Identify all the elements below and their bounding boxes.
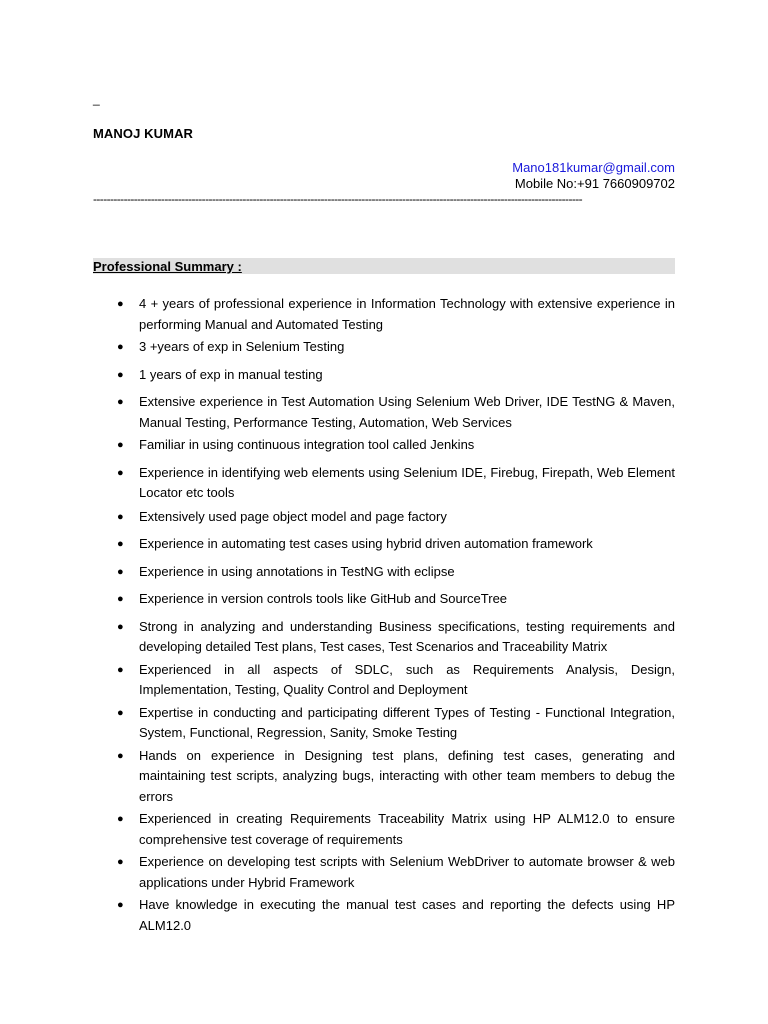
list-item [93, 534, 675, 555]
list-item-text: Hands on experience in Designing test plans, defining test cases, generating and maintaining test scripts, analyzing bugs, interacting with other team members to debug the errors [139, 747, 675, 804]
list-item [93, 365, 675, 386]
list-item-text: Experience in version controls tools like GitHub and SourceTree [139, 591, 508, 606]
list-item [93, 809, 675, 850]
bullet-icon: ● [117, 538, 124, 550]
bullet-icon: ● [117, 439, 124, 451]
list-item [93, 895, 675, 936]
bullet-icon: ● [117, 298, 124, 310]
bullet-icon: ● [117, 396, 124, 408]
bullet-icon: ● [117, 813, 124, 825]
header-mark: _ [93, 92, 100, 106]
bullet-icon: ● [117, 856, 124, 868]
list-item-text: Experienced in creating Requirements Traceability Matrix using HP ALM12.0 to ensure comprehensive test coverage of requirements [139, 811, 675, 847]
list-item-text: 1 years of exp in manual testing [139, 366, 323, 382]
list-item [93, 507, 675, 528]
list-item-text: Experience in identifying web elements using Selenium IDE, Firebug, Firepath, Web Element Locator etc tools [139, 464, 675, 500]
email-link[interactable]: Mano181kumar@gmail.com [512, 160, 675, 175]
list-item-text: 3 +years of exp in Selenium Testing [139, 339, 345, 354]
list-item-text: Experience in using annotations in TestNG with eclipse [139, 563, 455, 579]
contact-block [512, 160, 675, 192]
list-item [93, 589, 675, 610]
summary-list [93, 294, 675, 936]
list-item [93, 660, 675, 701]
list-item [93, 746, 675, 808]
list-item [93, 337, 675, 358]
list-item-text: Strong in analyzing and understanding Business specifications, testing requirements and developing detailed Test plans, Test cases, Test Scenarios and Traceability Matrix [139, 618, 675, 654]
list-item [93, 703, 675, 744]
list-item-text: Familiar in using continuous integration tool called Jenkins [139, 437, 475, 452]
bullet-icon: ● [117, 368, 124, 381]
list-item [93, 617, 675, 658]
list-item [93, 392, 675, 433]
list-item [93, 562, 675, 583]
list-item-text: 4 + years of professional experience in Information Technology with extensive experience in performing Manual and Automated Testing [139, 296, 675, 332]
bullet-icon: ● [117, 466, 124, 479]
section-header-professional-summary [93, 258, 675, 274]
section-title: Professional Summary : [93, 259, 242, 274]
list-item-text: Experience in automating test cases using hybrid driven automation framework [139, 536, 593, 551]
bullet-icon: ● [117, 510, 124, 523]
list-item-text: Extensively used page object model and page factory [139, 508, 447, 524]
list-item-text: Have knowledge in executing the manual test cases and reporting the defects using HP ALM12.0 [139, 897, 675, 933]
bullet-icon: ● [117, 620, 124, 633]
bullet-icon: ● [117, 565, 124, 578]
bullet-icon: ● [117, 899, 124, 911]
bullet-icon: ● [117, 706, 124, 719]
bullet-icon: ● [117, 593, 124, 605]
list-item [93, 294, 675, 335]
bullet-icon: ● [117, 341, 124, 353]
list-item [93, 463, 675, 504]
candidate-name: MANOJ KUMAR [93, 126, 194, 141]
list-item-text: Experience on developing test scripts with Selenium WebDriver to automate browser & web applications under Hybrid Framework [139, 854, 675, 890]
mobile-number: Mobile No:+91 7660909702 [514, 176, 675, 191]
list-item [93, 435, 675, 456]
list-item-text: Extensive experience in Test Automation Using Selenium Web Driver, IDE TestNG & Maven, Manual Testing, Performance Testing, Automation, Web Services [139, 394, 675, 430]
list-item [93, 852, 675, 893]
bullet-icon: ● [117, 749, 124, 762]
list-item-text: Expertise in conducting and participating different Types of Testing - Functional Integration, System, Functional, Regression, Sanity, Smoke Testing [139, 704, 675, 740]
list-item-text: Experienced in all aspects of SDLC, such as Requirements Analysis, Design, Implementation, Testing, Quality Control and Deployment [139, 661, 675, 697]
bullet-icon: ● [117, 663, 124, 676]
header-separator: ------------------------------------------------------------------------------------------------------------------------------------------------ [93, 192, 583, 206]
